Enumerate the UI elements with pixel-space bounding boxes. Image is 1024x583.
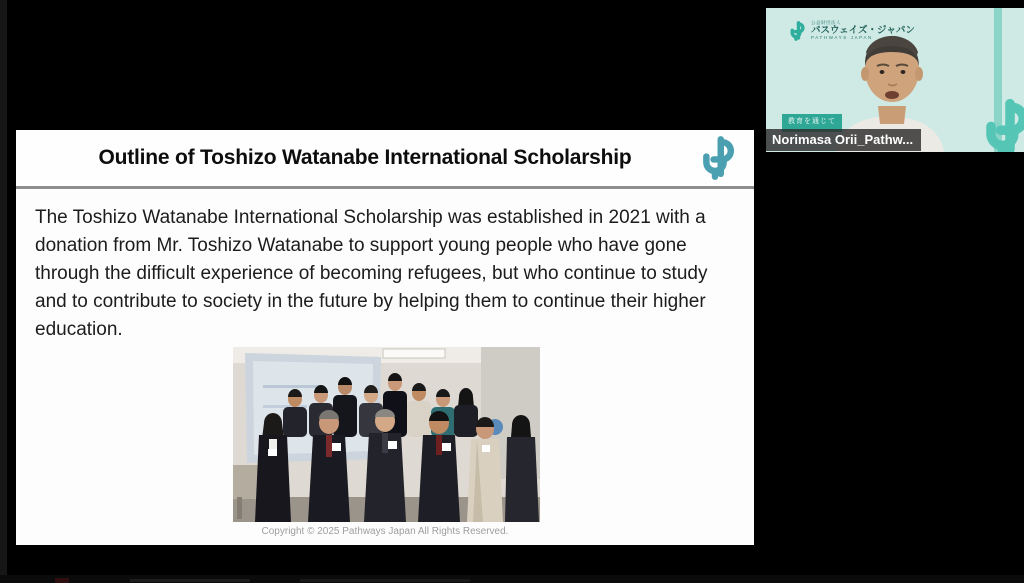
tagline-badge: 教育を通じて bbox=[782, 114, 842, 132]
window-edge-left bbox=[0, 0, 7, 583]
brand-small-text: 公益財団法人 bbox=[811, 20, 841, 26]
group-photo-illustration bbox=[233, 347, 540, 522]
brand-name-japanese: パスウェイズ・ジャパン bbox=[811, 25, 915, 37]
background-window-artifact bbox=[55, 578, 69, 583]
brand-name-english: PATHWAYS JAPAN bbox=[811, 34, 873, 40]
slide-header bbox=[16, 130, 754, 186]
slide-title: Outline of Toshizo Watanabe International Scholarship bbox=[98, 146, 632, 169]
shared-slide bbox=[16, 130, 754, 545]
background-window-artifact bbox=[130, 579, 250, 582]
group-photo bbox=[233, 347, 540, 522]
pathways-japan-logo-icon bbox=[786, 19, 806, 43]
participant-name-label: Norimasa Orii_Pathw... bbox=[766, 129, 921, 151]
participant-video-tile[interactable] bbox=[766, 8, 1024, 152]
pathways-japan-logo-icon bbox=[692, 133, 738, 183]
slide-body-text: The Toshizo Watanabe International Scholarship was established in 2021 with a donation from Mr. Toshizo Watanabe to support young people who have gone through the difficult experience of becoming refugees, but who continue to study and to contribute to society in the future by helping them to continue their higher education. bbox=[35, 207, 708, 340]
pathways-japan-brand bbox=[786, 19, 915, 43]
copyright-text: Copyright © 2025 Pathways Japan All Rights Reserved. bbox=[261, 526, 509, 537]
background-window-artifact bbox=[300, 579, 470, 582]
